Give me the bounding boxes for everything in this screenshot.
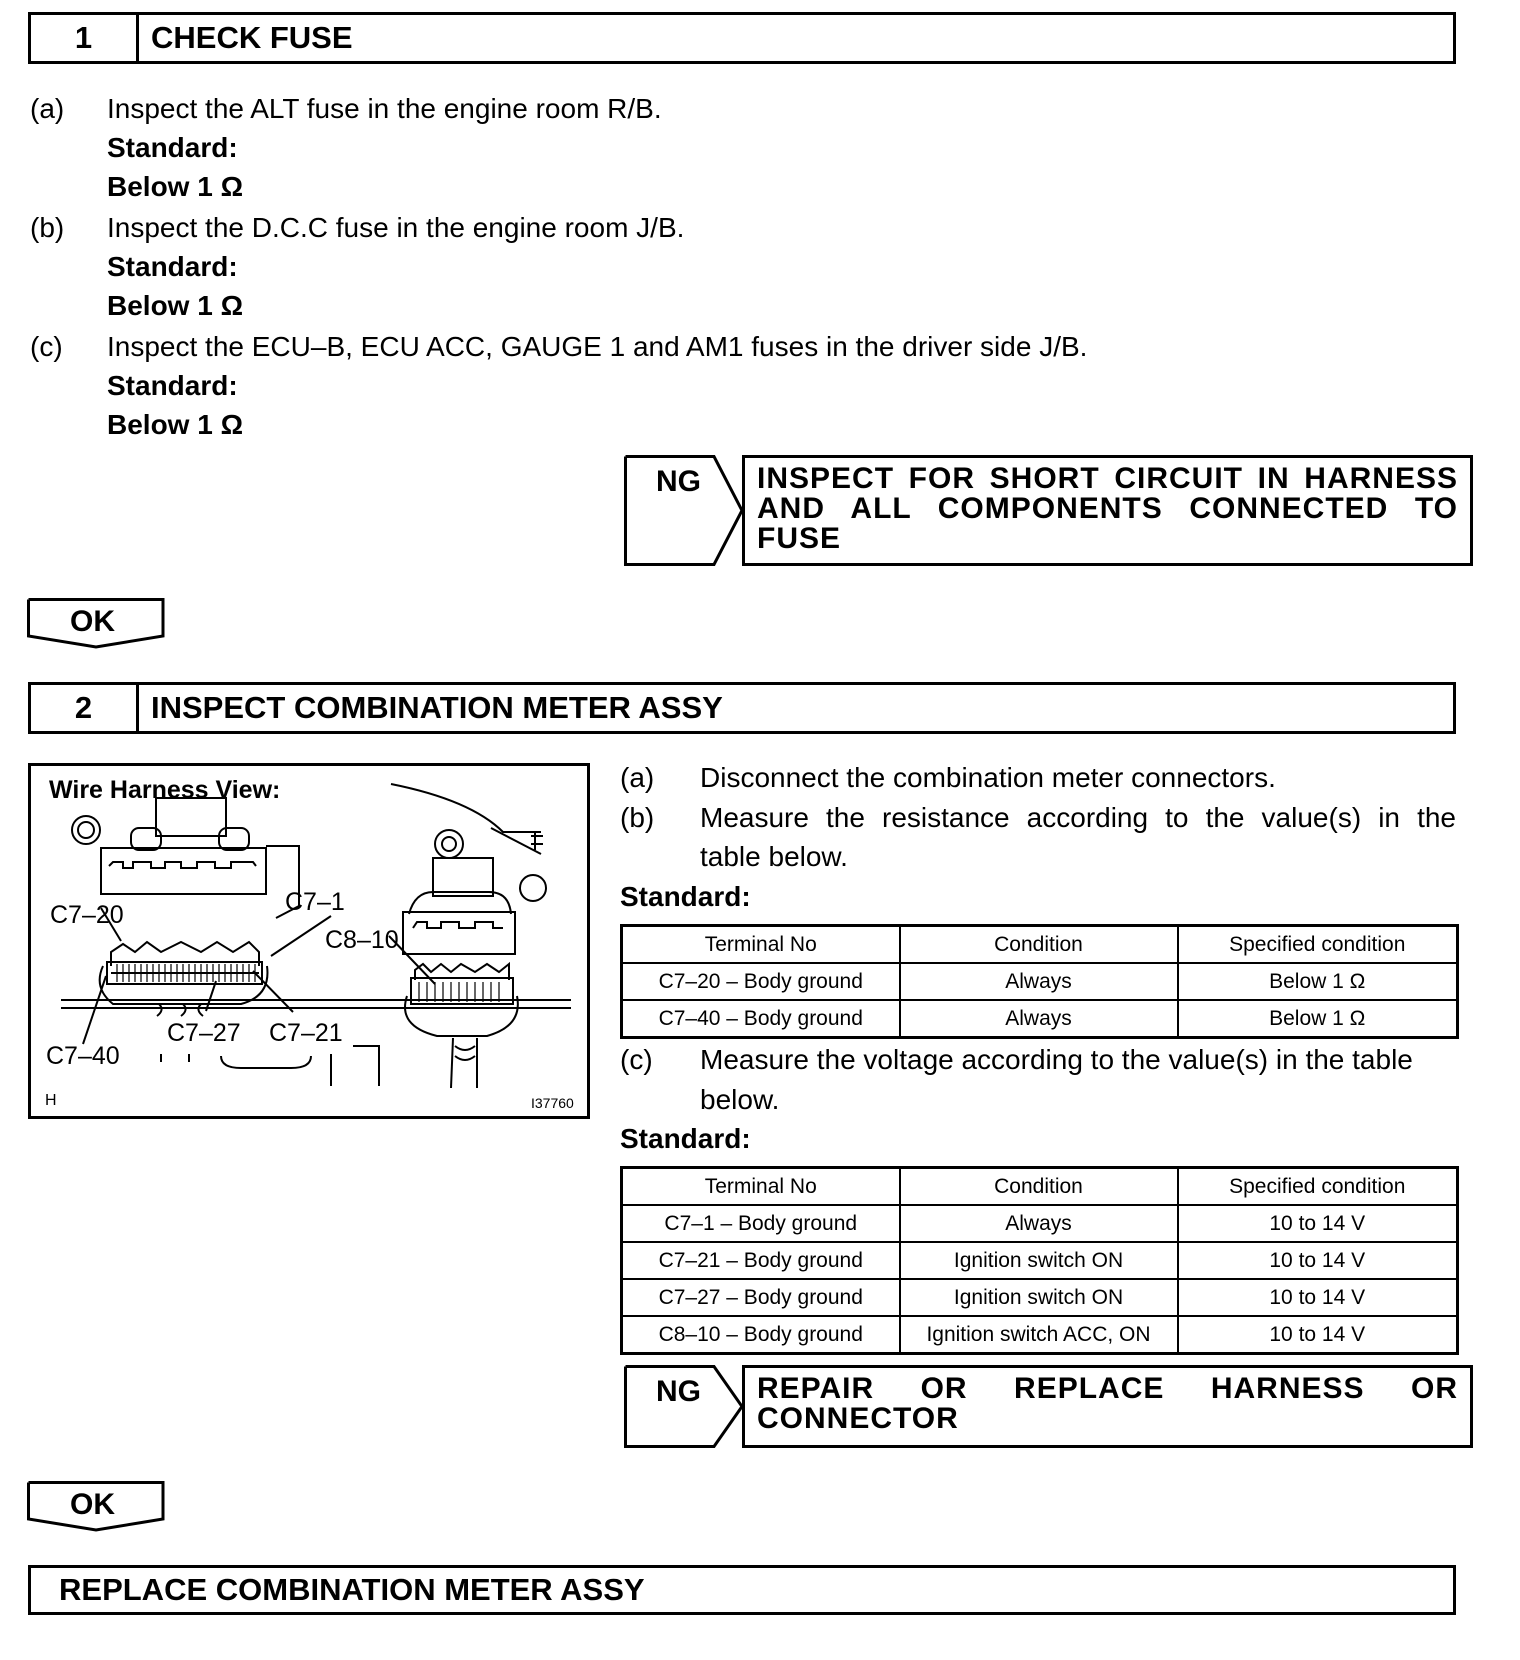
table-row [622, 1242, 1458, 1279]
table-cell: C7–27 – Body ground [622, 1279, 900, 1316]
table-header: Specified condition [1178, 926, 1458, 964]
figure-id: I37760 [531, 1095, 574, 1111]
standard-label: Standard: [107, 370, 238, 401]
table-row [622, 963, 1458, 1000]
table-cell: Ignition switch ON [900, 1279, 1178, 1316]
step-number: 1 [31, 15, 139, 61]
table-cell: C7–40 – Body ground [622, 1000, 900, 1038]
table-cell: 10 to 14 V [1178, 1316, 1458, 1354]
item-text: Inspect the ECU–B, ECU ACC, GAUGE 1 and AM1 fuses in the driver side J/B. [107, 331, 1088, 362]
step-title: INSPECT COMBINATION METER ASSY [151, 690, 723, 725]
step-title: REPLACE COMBINATION METER ASSY [59, 1572, 645, 1607]
label-c7-40: C7–40 [46, 1042, 120, 1070]
table-row [622, 1316, 1458, 1354]
ng-action-line: FUSE [757, 522, 842, 555]
standard-value: Below 1 Ω [107, 409, 244, 440]
label-c7-1: C7–1 [285, 888, 345, 916]
table-row [622, 1205, 1458, 1242]
step-title: CHECK FUSE [151, 20, 353, 55]
table-header: Condition [900, 926, 1178, 964]
table-header-row [622, 1168, 1458, 1206]
label-c8-10: C8–10 [325, 926, 399, 954]
label-c7-27: C7–27 [167, 1019, 241, 1047]
step-number: 2 [31, 685, 139, 731]
item-letter: (b) [620, 802, 655, 833]
item-text: Measure the resistance according to the value(s) in the [700, 802, 1456, 833]
table-cell: 10 to 14 V [1178, 1205, 1458, 1242]
standard-label: Standard: [620, 881, 751, 912]
ok-label: OK [70, 1488, 115, 1521]
item-text: Inspect the ALT fuse in the engine room R/B. [107, 93, 662, 124]
table-cell: Ignition switch ON [900, 1242, 1178, 1279]
step-3-header [28, 1565, 1456, 1615]
table-header-row [622, 926, 1458, 964]
figure-title: Wire Harness View: [49, 776, 281, 804]
ng-action-box [742, 1365, 1473, 1448]
step-1-header [28, 12, 1456, 64]
item-text: Inspect the D.C.C fuse in the engine room J/B. [107, 212, 685, 243]
table-cell: Below 1 Ω [1178, 1000, 1458, 1038]
item-text: below. [700, 1084, 780, 1115]
ng-branch-1 [624, 455, 1460, 566]
voltage-table [620, 1166, 1459, 1355]
standard-label: Standard: [107, 132, 238, 163]
item-text: Measure the voltage according to the value(s) in the table [700, 1044, 1413, 1075]
table-cell: Below 1 Ω [1178, 963, 1458, 1000]
table-row [622, 1000, 1458, 1038]
ng-action-line: INSPECT FOR SHORT CIRCUIT IN HARNESS [757, 462, 1458, 495]
ng-label: NG [656, 465, 701, 498]
table-cell: Ignition switch ACC, ON [900, 1316, 1178, 1354]
ng-action-line: REPAIR OR REPLACE HARNESS OR [757, 1372, 1458, 1405]
table-row [622, 1279, 1458, 1316]
item-letter: (a) [620, 762, 655, 793]
figure-corner-mark: H [45, 1092, 57, 1109]
item-letter: (c) [30, 331, 63, 362]
item-text: Disconnect the combination meter connectors. [700, 762, 1276, 793]
table-cell: C7–21 – Body ground [622, 1242, 900, 1279]
item-text: table below. [700, 841, 848, 872]
table-cell: Always [900, 1000, 1178, 1038]
table-cell: Always [900, 963, 1178, 1000]
table-cell: 10 to 14 V [1178, 1242, 1458, 1279]
item-letter: (b) [30, 212, 65, 243]
ng-label: NG [656, 1375, 701, 1408]
resistance-table [620, 924, 1459, 1039]
ng-action-line: CONNECTOR [757, 1402, 959, 1435]
standard-value: Below 1 Ω [107, 171, 244, 202]
table-header: Terminal No [622, 926, 900, 964]
table-cell: C8–10 – Body ground [622, 1316, 900, 1354]
ok-label: OK [70, 605, 115, 638]
table-cell: 10 to 14 V [1178, 1279, 1458, 1316]
table-cell: C7–1 – Body ground [622, 1205, 900, 1242]
table-cell: C7–20 – Body ground [622, 963, 900, 1000]
wire-harness-figure [28, 763, 590, 1119]
table-cell: Always [900, 1205, 1178, 1242]
table-header: Condition [900, 1168, 1178, 1206]
standard-label: Standard: [107, 251, 238, 282]
standard-value: Below 1 Ω [107, 290, 244, 321]
label-c7-20: C7–20 [50, 901, 124, 929]
standard-label: Standard: [620, 1123, 751, 1154]
ng-action-box [742, 455, 1473, 566]
label-c7-21: C7–21 [269, 1019, 343, 1047]
item-letter: (c) [620, 1044, 653, 1075]
item-letter: (a) [30, 93, 65, 124]
ng-branch-2 [624, 1365, 1460, 1448]
table-header: Terminal No [622, 1168, 900, 1206]
step-2-header [28, 682, 1456, 734]
table-header: Specified condition [1178, 1168, 1458, 1206]
ng-action-line: AND ALL COMPONENTS CONNECTED TO [757, 492, 1458, 525]
